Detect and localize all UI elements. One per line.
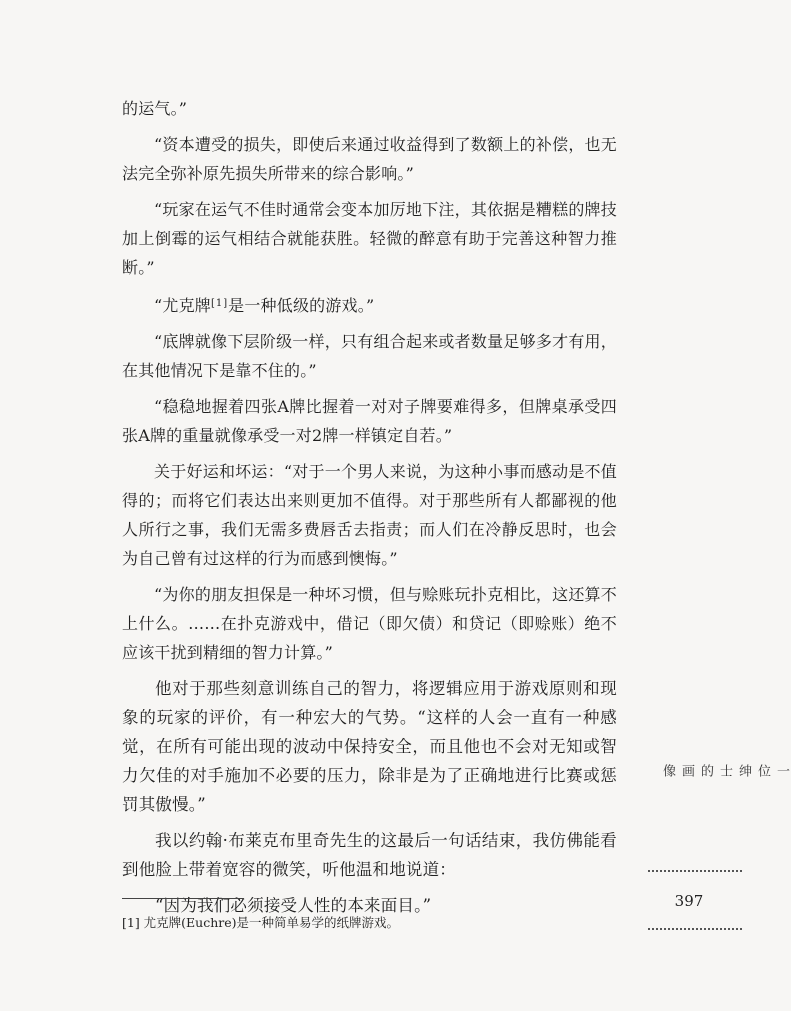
paragraph-capital-loss: “资本遭受的损失，即使后来通过收益得到了数额上的补偿，也无法完全弥补原先损失所带来的综合影响。”	[122, 135, 617, 183]
running-title: 一位绅士的画像	[660, 764, 789, 779]
paragraph-conclusion: 我以约翰·布莱克布里奇先生的这最后一句话结束，我仿佛能看到他脸上带着宽容的微笑，听他温和地说道：	[122, 831, 617, 879]
footnote: [1] 尤克牌(Euchre)是一种简单易学的纸牌游戏。	[122, 915, 400, 930]
paragraph-low-cards: “底牌就像下层阶级一样，只有组合起来或者数量足够多才有用，在其他情况下是靠不住的。”	[122, 332, 617, 380]
paragraph-credit: “为你的朋友担保是一种坏习惯，但与赊账玩扑克相比，这还算不上什么。……在扑克游戏中，借记（即欠债）和贷记（即赊账）绝不应该干扰到精细的智力计算。”	[122, 585, 617, 662]
paragraph-gambler-luck: “玩家在运气不佳时通常会变本加厉地下注，其依据是糟糕的牌技加上倒霉的运气相结合就能获胜。轻微的醉意有助于完善这种智力推断。”	[122, 200, 617, 277]
euchre-text: 是一种低级的游戏。”	[228, 296, 375, 315]
footnote-rule	[122, 898, 244, 899]
paragraph-good-bad-luck: 关于好运和坏运：“对于一个男人来说，为这种小事而感动是不值得的；而将它们表达出来则更加不值得。对于那些所有人都鄙视的他人所行之事，我们无需多费唇舌去指责；而人们在冷静反思时，也会为自己曾有过这样的行为而感到懊悔。”	[122, 462, 617, 568]
dotted-divider-bottom	[648, 928, 742, 930]
paragraph-final-quote: “因为我们必须接受人性的本来面目。”	[155, 896, 432, 915]
paragraph-intellect: 他对于那些刻意训练自己的智力，将逻辑应用于游戏原则和现象的玩家的评价，有一种宏大的气势。“这样的人会一直有一种感觉，在所有可能出现的波动中保持安全，而且他也不会对无知或智力欠佳的对手施加不必要的压力，除非是为了正确地进行比赛或惩罚其傲慢。”	[122, 679, 617, 814]
paragraph-continuation: 的运气。”	[122, 99, 188, 118]
main-text	[122, 94, 617, 920]
dotted-divider-top	[648, 870, 742, 872]
euchre-prefix: “尤克牌	[154, 296, 211, 315]
page-number: 397	[674, 892, 704, 910]
paragraph-four-aces: “稳稳地握着四张A牌比握着一对对子牌要难得多，但牌桌承受四张A牌的重量就像承受一对2牌一样镇定自若。”	[122, 397, 617, 445]
footnote-reference[interactable]: [1]	[210, 298, 229, 309]
paragraph-euchre	[122, 289, 617, 320]
